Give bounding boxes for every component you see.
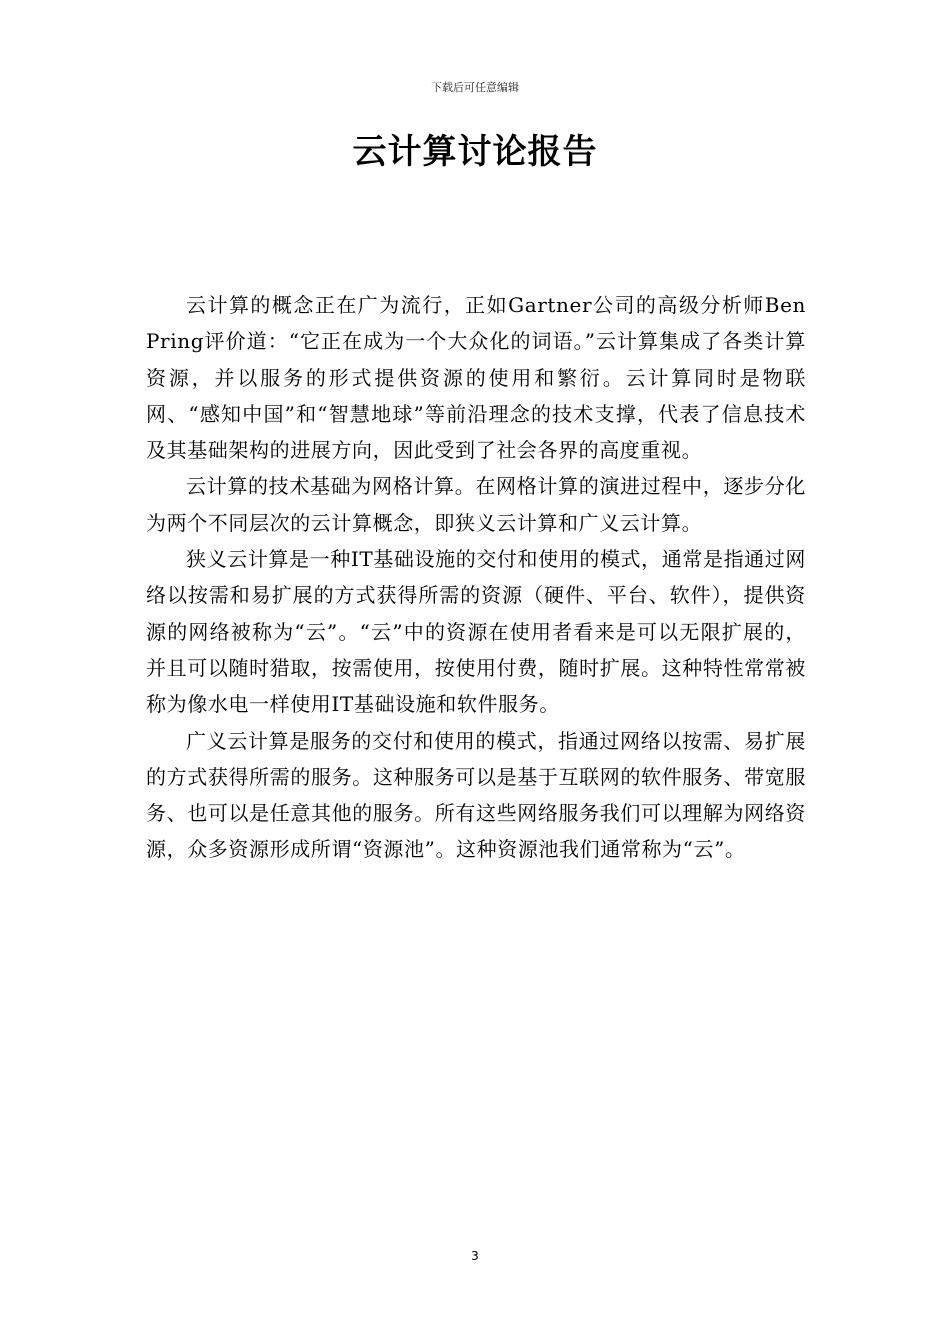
- paragraph-4: 广义云计算是服务的交付和使用的模式，指通过网络以按需、易扩展的方式获得所需的服务。这种服务可以是基于互联网的软件服务、带宽服务、也可以是任意其他的服务。所有这些网络服务我们可以理解为网络资源，众多资源形成所谓“资源池”。这种资源池我们通常称为“云”。: [146, 728, 806, 862]
- document-body: [146, 287, 806, 868]
- page-header-note: 下载后可任意编辑: [431, 81, 519, 94]
- paragraph-2: 云计算的技术基础为网格计算。在网格计算的演进过程中，逐步分化为两个不同层次的云计算概念，即狭义云计算和广义云计算。: [146, 474, 806, 535]
- paragraph-1: 云计算的概念正在广为流行，正如Gartner公司的高级分析师Ben Pring评价道：“它正在成为一个大众化的词语。”云计算集成了各类计算资源，并以服务的形式提供资源的使用和繁衍。云计算同时是物联网、“感知中国”和“智慧地球”等前沿理念的技术支撑，代表了信息技术及其基础架构的进展方向，因此受到了社会各界的高度重视。: [146, 293, 806, 463]
- paragraph-3: 狭义云计算是一种IT基础设施的交付和使用的模式，通常是指通过网络以按需和易扩展的方式获得所需的资源（硬件、平台、软件），提供资源的网络被称为“云”。“云”中的资源在使用者看来是可以无限扩展的，并且可以随时猎取，按需使用，按使用付费，随时扩展。这种特性常常被称为像水电一样使用IT基础设施和软件服务。: [146, 547, 806, 717]
- document-title: 云计算讨论报告: [352, 132, 598, 172]
- page-number: 3: [471, 1249, 479, 1263]
